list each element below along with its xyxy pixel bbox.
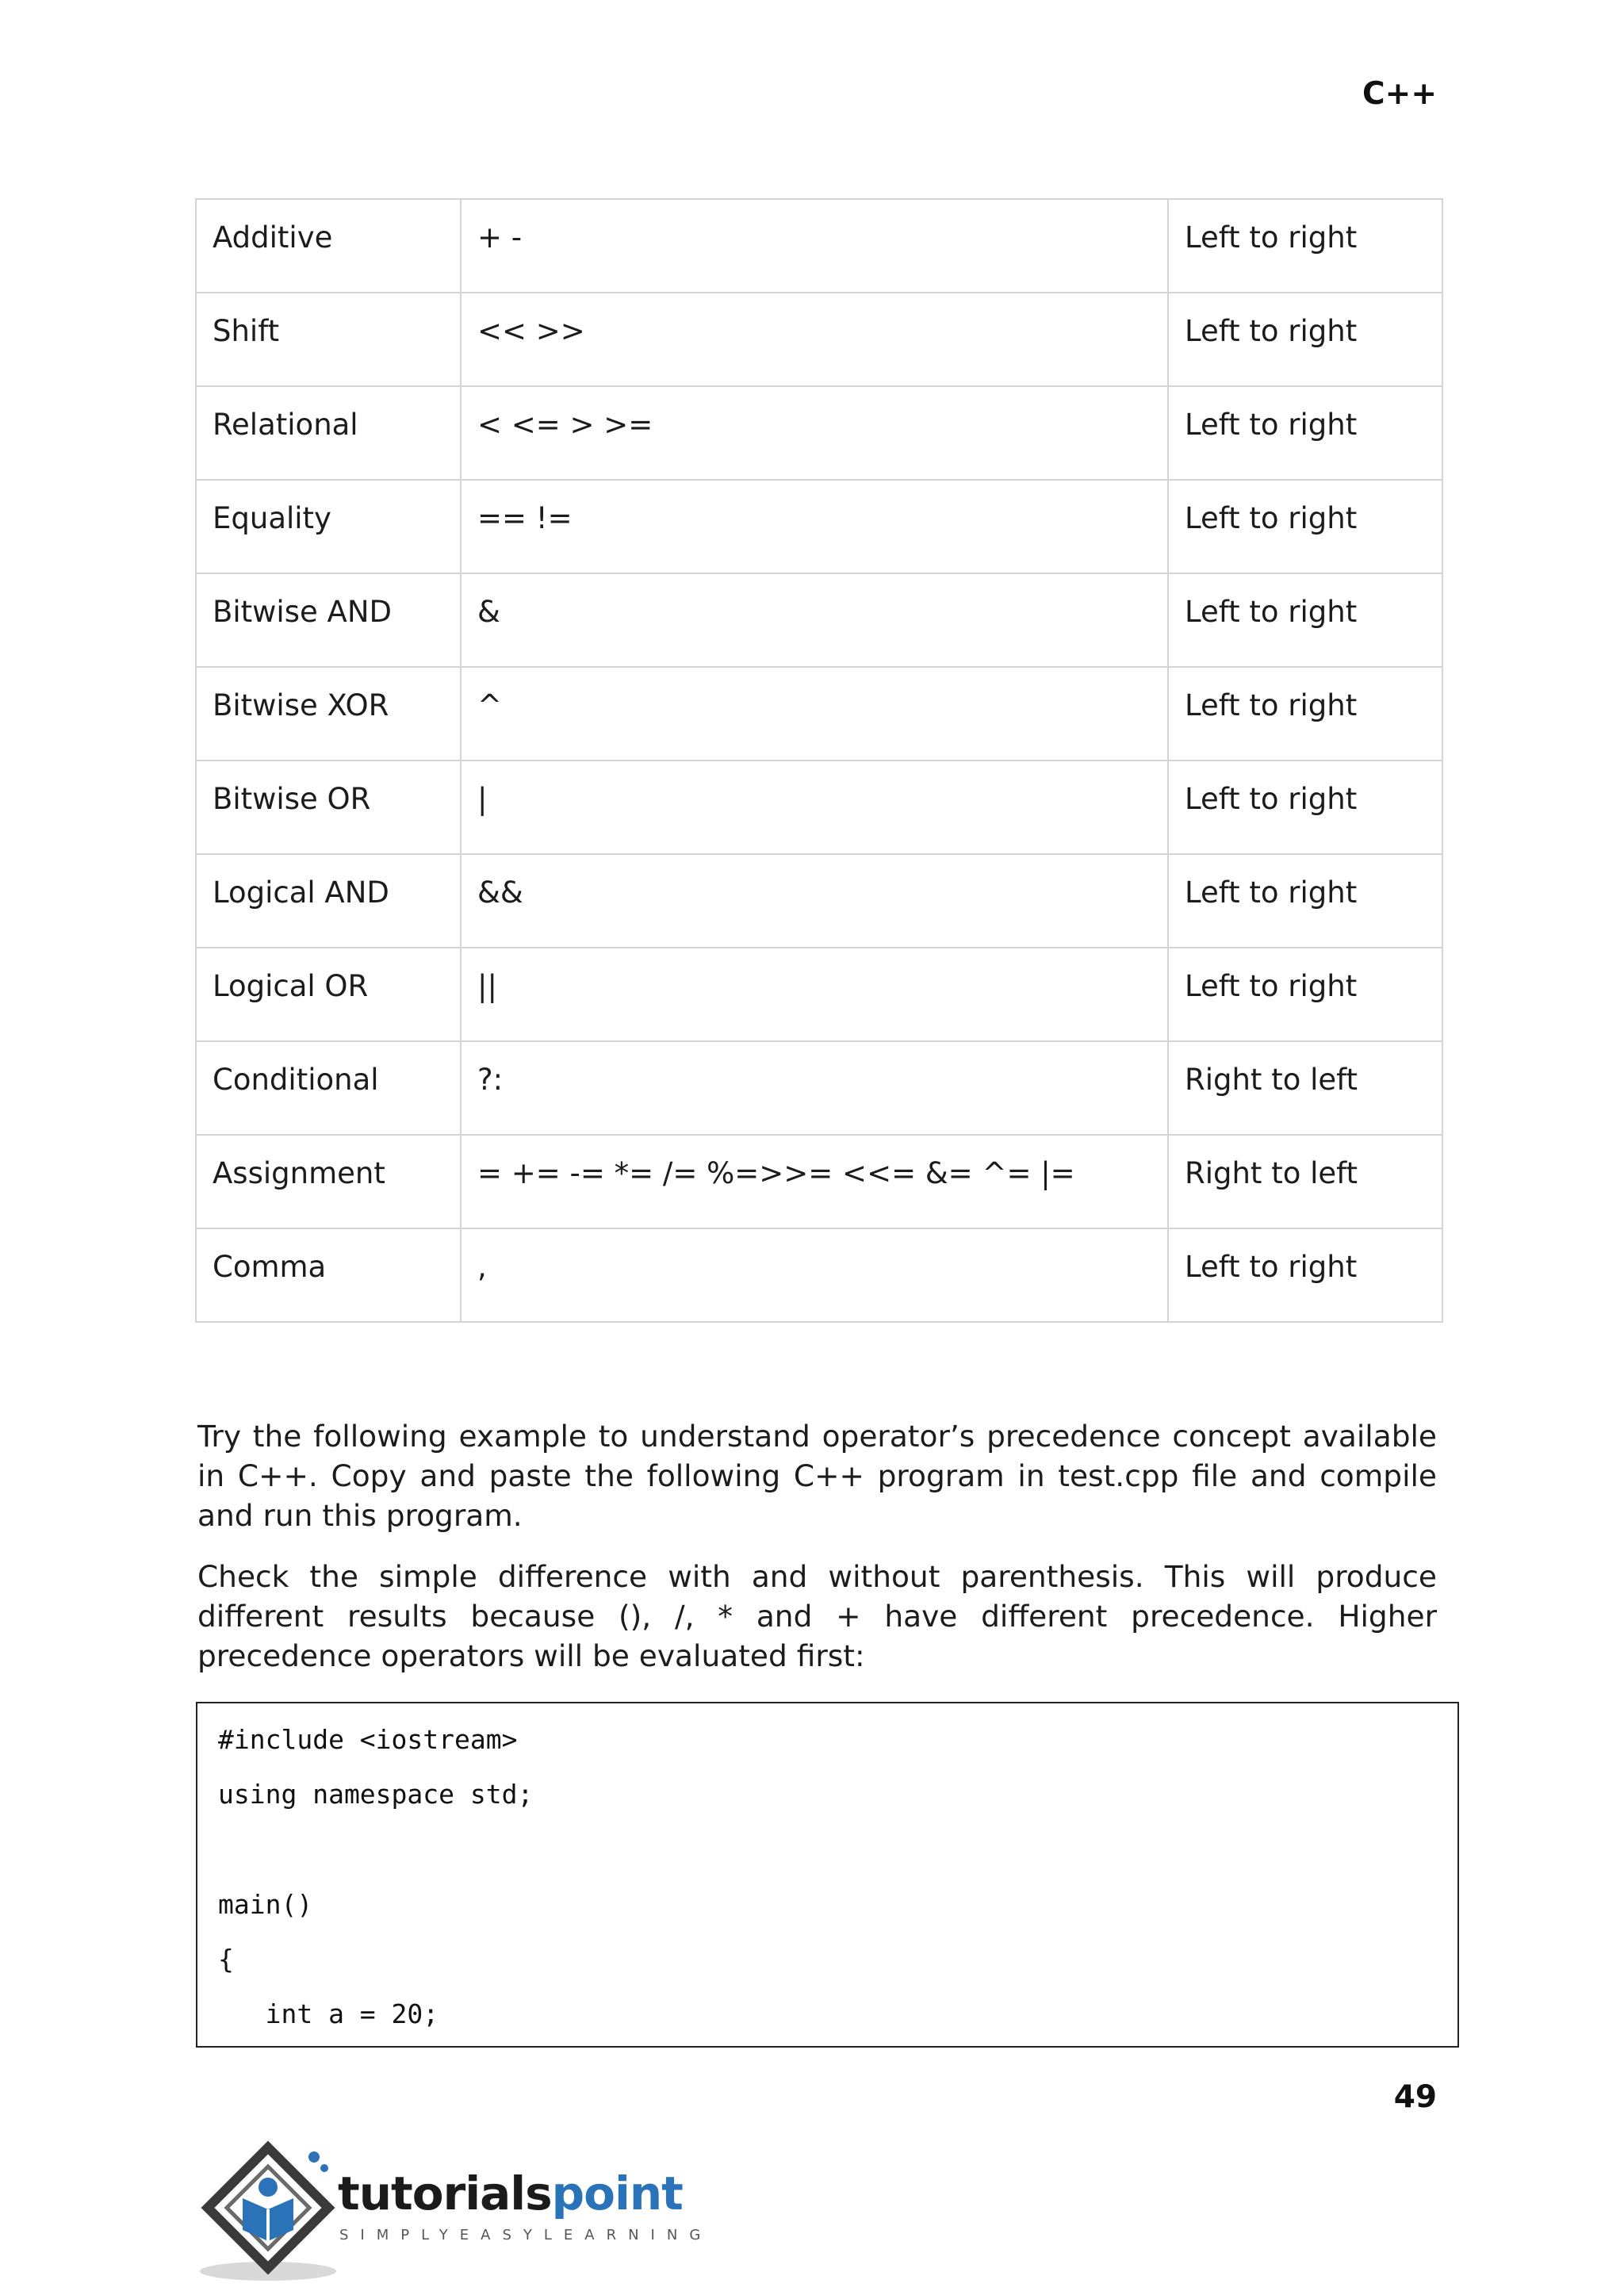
code-block	[196, 1702, 1459, 2048]
logo-word-point: point	[551, 2167, 683, 2220]
logo-tagline: SIMPLYEASYLEARNING	[339, 2227, 713, 2243]
logo-word-tutorials: tutorials	[338, 2167, 552, 2220]
operator-cell: ||	[461, 948, 1168, 1041]
operator-cell: = += -= *= /= %=>>= <<= &= ^= |=	[461, 1135, 1168, 1228]
associativity-cell: Left to right	[1168, 761, 1442, 854]
operator-cell: ?:	[461, 1041, 1168, 1135]
associativity-cell: Left to right	[1168, 293, 1442, 386]
operator-cell: < <= > >=	[461, 386, 1168, 480]
operator-precedence-table	[195, 198, 1443, 1323]
table-row	[196, 293, 1442, 386]
category-cell: Relational	[196, 386, 461, 480]
operator-cell: &	[461, 573, 1168, 667]
associativity-cell: Left to right	[1168, 948, 1442, 1041]
tutorialspoint-logo	[195, 2133, 713, 2284]
table-row	[196, 667, 1442, 761]
category-cell: Logical OR	[196, 948, 461, 1041]
associativity-cell: Left to right	[1168, 854, 1442, 948]
category-cell: Shift	[196, 293, 461, 386]
operator-cell: ,	[461, 1228, 1168, 1322]
operator-cell: |	[461, 761, 1168, 854]
category-cell: Logical AND	[196, 854, 461, 948]
table-row	[196, 573, 1442, 667]
category-cell: Comma	[196, 1228, 461, 1322]
operator-cell: ^	[461, 667, 1168, 761]
explanation-paragraph: Check the simple difference with and without parenthesis. This will produce different results because (), /, * and + have different precedence. Higher precedence operators will be evaluated first:	[197, 1559, 1437, 1673]
category-cell: Additive	[196, 199, 461, 293]
category-cell: Bitwise AND	[196, 573, 461, 667]
table-row	[196, 199, 1442, 293]
category-cell: Equality	[196, 480, 461, 573]
table-row	[196, 1228, 1442, 1322]
category-cell: Bitwise OR	[196, 761, 461, 854]
associativity-cell: Left to right	[1168, 386, 1442, 480]
category-cell: Bitwise XOR	[196, 667, 461, 761]
logo-diamond-icon	[195, 2133, 338, 2284]
table-row	[196, 948, 1442, 1041]
table-row	[196, 761, 1442, 854]
category-cell: Conditional	[196, 1041, 461, 1135]
table-row	[196, 854, 1442, 948]
operator-cell: << >>	[461, 293, 1168, 386]
table-row	[196, 1135, 1442, 1228]
code-line: main()	[218, 1889, 313, 1920]
associativity-cell: Left to right	[1168, 1228, 1442, 1322]
code-line: {	[218, 1944, 234, 1975]
associativity-cell: Right to left	[1168, 1041, 1442, 1135]
operator-cell: + -	[461, 199, 1168, 293]
table-row	[196, 480, 1442, 573]
associativity-cell: Left to right	[1168, 573, 1442, 667]
table-row	[196, 386, 1442, 480]
associativity-cell: Left to right	[1168, 667, 1442, 761]
associativity-cell: Left to right	[1168, 480, 1442, 573]
code-line: using namespace std;	[218, 1779, 534, 1810]
code-line: #include <iostream>	[218, 1724, 518, 1755]
category-cell: Assignment	[196, 1135, 461, 1228]
associativity-cell: Left to right	[1168, 199, 1442, 293]
intro-paragraph: Try the following example to understand operator’s precedence concept available in C++. Copy and paste the following C++ program in test.cpp file and compile and run this program.	[197, 1419, 1437, 1533]
table-row	[196, 1041, 1442, 1135]
operator-cell: &&	[461, 854, 1168, 948]
operator-cell: == !=	[461, 480, 1168, 573]
associativity-cell: Right to left	[1168, 1135, 1442, 1228]
page-header-title: C++	[1362, 76, 1437, 112]
logo-wordmark	[338, 2167, 683, 2220]
code-line: int a = 20;	[218, 1998, 439, 2029]
page-number: 49	[1393, 2079, 1437, 2115]
